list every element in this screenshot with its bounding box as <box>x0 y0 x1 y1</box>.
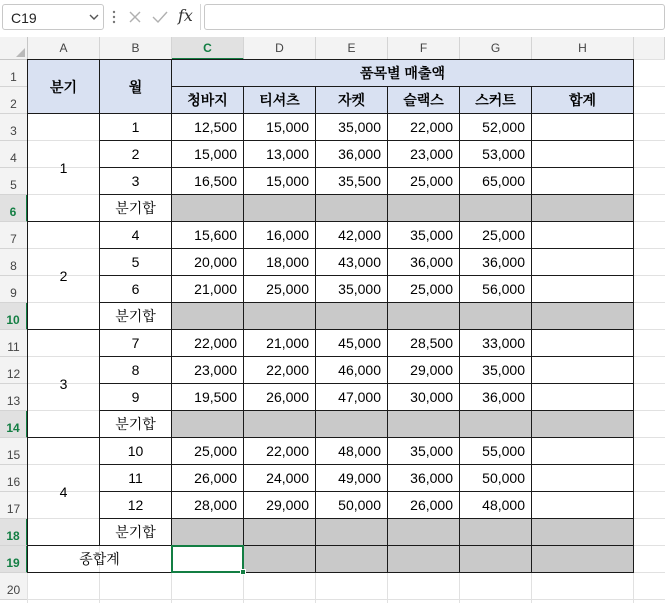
sales-cell[interactable]: 28,500 <box>388 330 460 357</box>
table-border <box>27 59 634 60</box>
month-cell[interactable]: 5 <box>100 249 172 276</box>
sales-cell[interactable]: 35,500 <box>316 168 388 195</box>
sales-cell[interactable]: 35,000 <box>388 438 460 465</box>
column-header-blank <box>634 37 665 60</box>
sales-cell[interactable]: 35,000 <box>460 357 532 384</box>
subtotal-label[interactable]: 분기합 <box>100 519 172 546</box>
row-header-17[interactable]: 17 <box>0 492 28 519</box>
subtotal-cell[interactable] <box>532 411 634 438</box>
subtotal-cell[interactable] <box>244 195 316 222</box>
sales-cell[interactable]: 22,000 <box>244 438 316 465</box>
row-header-13[interactable]: 13 <box>0 384 28 411</box>
sales-cell[interactable]: 29,000 <box>388 357 460 384</box>
row-total-cell[interactable] <box>532 249 634 276</box>
month-cell[interactable]: 9 <box>100 384 172 411</box>
subtotal-label[interactable]: 분기합 <box>100 411 172 438</box>
formula-input[interactable] <box>204 4 665 30</box>
subtotal-cell[interactable] <box>316 303 388 330</box>
subtotal-cell[interactable] <box>172 303 244 330</box>
row-header-15[interactable]: 15 <box>0 438 28 465</box>
sales-cell[interactable]: 36,000 <box>388 465 460 492</box>
row-total-cell[interactable] <box>532 114 634 141</box>
sales-cell[interactable]: 48,000 <box>460 492 532 519</box>
fx-icon[interactable]: fx <box>178 6 193 25</box>
subtotal-cell[interactable] <box>244 519 316 546</box>
sales-cell[interactable]: 15,000 <box>244 114 316 141</box>
grand-total-label[interactable]: 종합계 <box>28 546 172 573</box>
quarter-cell[interactable]: 3 <box>28 330 100 438</box>
row-total-cell[interactable] <box>532 276 634 303</box>
sales-cell[interactable]: 22,000 <box>172 330 244 357</box>
row-header-4[interactable]: 4 <box>0 141 28 168</box>
gridline-row <box>28 599 665 600</box>
group-header: 품목별 매출액 <box>172 60 634 87</box>
row-total-cell[interactable] <box>532 330 634 357</box>
month-cell[interactable]: 4 <box>100 222 172 249</box>
column-header-f[interactable]: F <box>388 37 460 60</box>
column-header-c[interactable]: C <box>172 37 244 60</box>
row-header-14[interactable]: 14 <box>0 411 28 438</box>
column-header-d[interactable]: D <box>244 37 316 60</box>
formula-bar-divider <box>200 4 201 30</box>
quarter-header: 분기 <box>28 60 100 114</box>
sales-cell[interactable]: 22,000 <box>388 114 460 141</box>
month-cell[interactable]: 10 <box>100 438 172 465</box>
sales-cell[interactable]: 20,000 <box>172 249 244 276</box>
subtotal-cell[interactable] <box>460 411 532 438</box>
sales-cell[interactable]: 15,600 <box>172 222 244 249</box>
select-all-corner[interactable] <box>0 37 28 60</box>
row-header-6[interactable]: 6 <box>0 195 28 222</box>
row-header-11[interactable]: 11 <box>0 330 28 357</box>
sales-cell[interactable]: 26,000 <box>244 384 316 411</box>
month-cell[interactable]: 12 <box>100 492 172 519</box>
sales-cell[interactable]: 46,000 <box>316 357 388 384</box>
item-header: 스커트 <box>460 87 532 114</box>
month-cell[interactable]: 1 <box>100 114 172 141</box>
month-header: 월 <box>100 60 172 114</box>
sales-cell[interactable]: 52,000 <box>460 114 532 141</box>
sales-cell[interactable]: 24,000 <box>244 465 316 492</box>
quarter-cell[interactable]: 4 <box>28 438 100 546</box>
row-header-9[interactable]: 9 <box>0 276 28 303</box>
name-box-value: C19 <box>11 10 37 26</box>
row-total-cell[interactable] <box>532 357 634 384</box>
row-header-12[interactable]: 12 <box>0 357 28 384</box>
sales-cell[interactable]: 50,000 <box>316 492 388 519</box>
sales-cell[interactable]: 25,000 <box>172 438 244 465</box>
more-options-icon[interactable] <box>112 9 116 25</box>
sales-cell[interactable]: 22,000 <box>244 357 316 384</box>
sales-cell[interactable]: 28,000 <box>172 492 244 519</box>
row-header-20[interactable]: 20 <box>0 573 28 600</box>
sales-cell[interactable]: 25,000 <box>388 276 460 303</box>
sales-cell[interactable]: 35,000 <box>316 276 388 303</box>
quarter-cell[interactable]: 2 <box>28 222 100 330</box>
column-header-b[interactable]: B <box>100 37 172 60</box>
subtotal-cell[interactable] <box>532 519 634 546</box>
sales-cell[interactable]: 16,500 <box>172 168 244 195</box>
sales-cell[interactable]: 47,000 <box>316 384 388 411</box>
month-cell[interactable]: 2 <box>100 141 172 168</box>
row-total-cell[interactable] <box>532 465 634 492</box>
subtotal-cell[interactable] <box>532 303 634 330</box>
subtotal-cell[interactable] <box>316 195 388 222</box>
subtotal-cell[interactable] <box>532 195 634 222</box>
sales-cell[interactable]: 43,000 <box>316 249 388 276</box>
sales-cell[interactable]: 35,000 <box>316 114 388 141</box>
row-total-cell[interactable] <box>532 384 634 411</box>
sales-cell[interactable]: 26,000 <box>172 465 244 492</box>
table-border <box>27 59 28 573</box>
subtotal-cell[interactable] <box>244 411 316 438</box>
row-header-7[interactable]: 7 <box>0 222 28 249</box>
grand-total-cell[interactable] <box>244 546 316 573</box>
subtotal-cell[interactable] <box>316 411 388 438</box>
sales-cell[interactable]: 48,000 <box>316 438 388 465</box>
item-header: 합계 <box>532 87 634 114</box>
row-header-8[interactable]: 8 <box>0 249 28 276</box>
sales-cell[interactable]: 36,000 <box>388 249 460 276</box>
chevron-down-icon[interactable] <box>89 13 99 21</box>
sales-cell[interactable]: 25,000 <box>244 276 316 303</box>
sales-cell[interactable]: 45,000 <box>316 330 388 357</box>
month-cell[interactable]: 3 <box>100 168 172 195</box>
subtotal-label[interactable]: 분기합 <box>100 303 172 330</box>
subtotal-cell[interactable] <box>388 195 460 222</box>
sales-cell[interactable]: 36,000 <box>316 141 388 168</box>
month-cell[interactable]: 8 <box>100 357 172 384</box>
column-header-g[interactable]: G <box>460 37 532 60</box>
grand-total-cell[interactable] <box>316 546 388 573</box>
sales-cell[interactable]: 21,000 <box>172 276 244 303</box>
column-header-e[interactable]: E <box>316 37 388 60</box>
grand-total-cell[interactable] <box>388 546 460 573</box>
sales-cell[interactable]: 15,000 <box>244 168 316 195</box>
grand-total-cell[interactable] <box>460 546 532 573</box>
subtotal-cell[interactable] <box>388 303 460 330</box>
sales-cell[interactable]: 50,000 <box>460 465 532 492</box>
subtotal-cell[interactable] <box>316 519 388 546</box>
sales-cell[interactable]: 18,000 <box>244 249 316 276</box>
sales-cell[interactable]: 25,000 <box>460 222 532 249</box>
row-header-18[interactable]: 18 <box>0 519 28 546</box>
item-header: 청바지 <box>172 87 244 114</box>
row-header-10[interactable]: 10 <box>0 303 28 330</box>
sales-cell[interactable]: 26,000 <box>388 492 460 519</box>
row-total-cell[interactable] <box>532 222 634 249</box>
sales-cell[interactable]: 19,500 <box>172 384 244 411</box>
row-header-16[interactable]: 16 <box>0 465 28 492</box>
subtotal-cell[interactable] <box>460 303 532 330</box>
subtotal-cell[interactable] <box>172 195 244 222</box>
subtotal-cell[interactable] <box>460 195 532 222</box>
item-header: 슬랙스 <box>388 87 460 114</box>
subtotal-cell[interactable] <box>460 519 532 546</box>
row-header-2[interactable]: 2 <box>0 87 28 114</box>
active-cell-selection[interactable] <box>171 545 244 573</box>
subtotal-cell[interactable] <box>388 411 460 438</box>
row-total-cell[interactable] <box>532 168 634 195</box>
checkmark-icon[interactable] <box>152 10 168 24</box>
item-header: 자켓 <box>316 87 388 114</box>
month-cell[interactable]: 11 <box>100 465 172 492</box>
subtotal-cell[interactable] <box>244 303 316 330</box>
column-header-h[interactable]: H <box>532 37 634 60</box>
item-header: 티셔츠 <box>244 87 316 114</box>
formula-bar <box>0 0 665 34</box>
sales-cell[interactable]: 42,000 <box>316 222 388 249</box>
fill-handle[interactable] <box>240 569 246 575</box>
name-box[interactable] <box>2 4 104 30</box>
row-total-cell[interactable] <box>532 438 634 465</box>
sales-cell[interactable]: 55,000 <box>460 438 532 465</box>
row-total-cell[interactable] <box>532 492 634 519</box>
sales-cell[interactable]: 35,000 <box>388 222 460 249</box>
sales-cell[interactable]: 36,000 <box>460 249 532 276</box>
row-header-19[interactable]: 19 <box>0 546 28 573</box>
sales-cell[interactable]: 25,000 <box>388 168 460 195</box>
subtotal-cell[interactable] <box>388 519 460 546</box>
row-header-3[interactable]: 3 <box>0 114 28 141</box>
sales-cell[interactable]: 33,000 <box>460 330 532 357</box>
row-total-cell[interactable] <box>532 141 634 168</box>
sales-cell[interactable]: 56,000 <box>460 276 532 303</box>
sales-cell[interactable]: 15,000 <box>172 141 244 168</box>
subtotal-cell[interactable] <box>172 411 244 438</box>
quarter-cell[interactable]: 1 <box>28 114 100 222</box>
column-header-a[interactable]: A <box>28 37 100 60</box>
sales-cell[interactable]: 16,000 <box>244 222 316 249</box>
subtotal-cell[interactable] <box>172 519 244 546</box>
grand-total-cell[interactable] <box>532 546 634 573</box>
row-header-5[interactable]: 5 <box>0 168 28 195</box>
sales-cell[interactable]: 23,000 <box>172 357 244 384</box>
sales-cell[interactable]: 30,000 <box>388 384 460 411</box>
sales-cell[interactable]: 36,000 <box>460 384 532 411</box>
sales-cell[interactable]: 53,000 <box>460 141 532 168</box>
sales-cell[interactable]: 49,000 <box>316 465 388 492</box>
subtotal-label[interactable]: 분기합 <box>100 195 172 222</box>
row-header-1[interactable]: 1 <box>0 60 28 87</box>
sales-cell[interactable]: 12,500 <box>172 114 244 141</box>
cancel-icon[interactable] <box>128 10 142 24</box>
sales-cell[interactable]: 65,000 <box>460 168 532 195</box>
month-cell[interactable]: 7 <box>100 330 172 357</box>
sales-cell[interactable]: 21,000 <box>244 330 316 357</box>
sales-cell[interactable]: 23,000 <box>388 141 460 168</box>
select-all-triangle-icon <box>16 48 25 57</box>
sales-cell[interactable]: 29,000 <box>244 492 316 519</box>
month-cell[interactable]: 6 <box>100 276 172 303</box>
sales-cell[interactable]: 13,000 <box>244 141 316 168</box>
